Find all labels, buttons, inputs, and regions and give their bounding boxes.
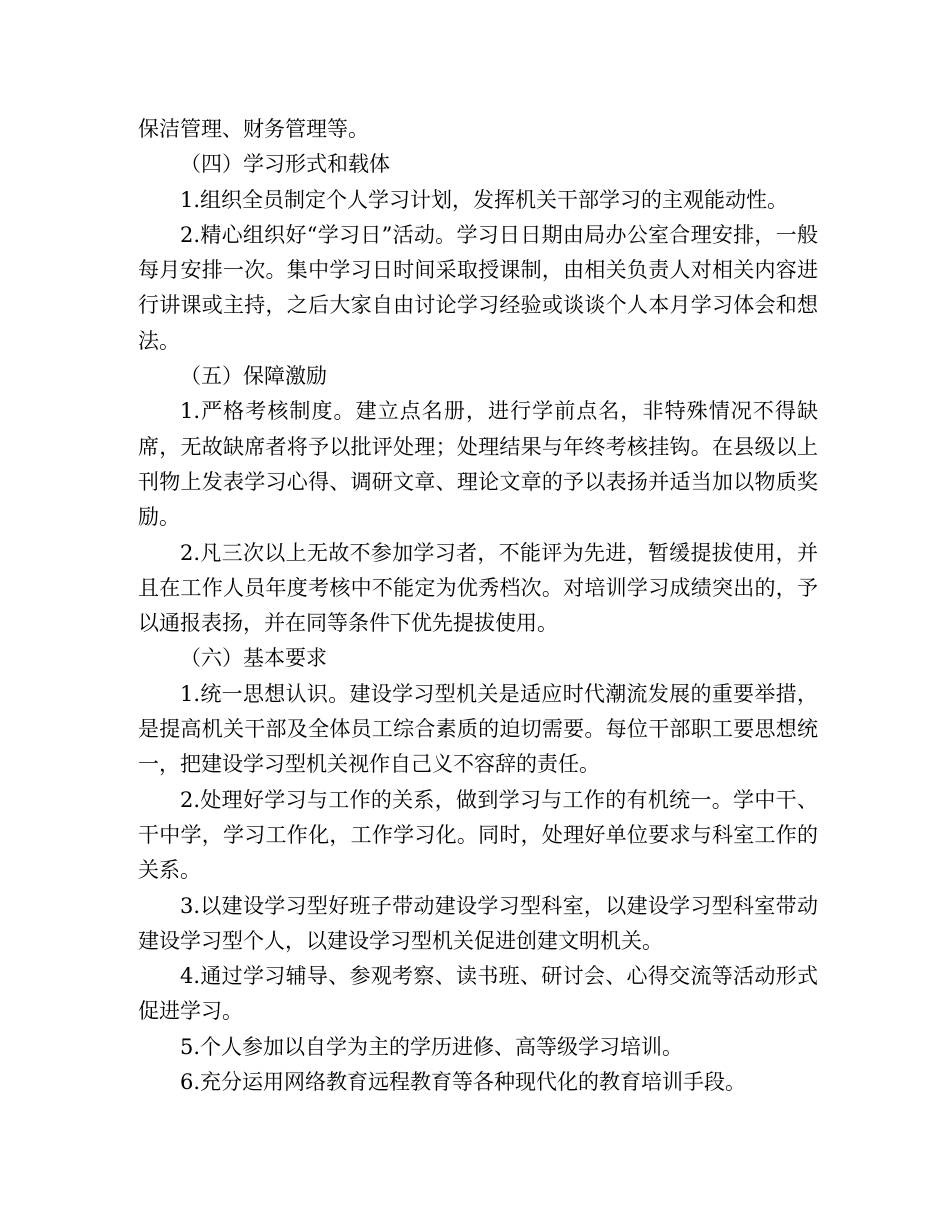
paragraph-6-6: 6.充分运用网络教育远程教育等各种现代化的教育培训手段。 [180, 1070, 747, 1095]
paragraph-6-3: 3.以建设学习型好班子带动建设学习型科室，以建设学习型科室带动建设学习型个人，以建设学习型机关促进创建文明机关。 [138, 893, 818, 953]
section-heading-5: （五）保障激励 [180, 364, 327, 389]
section-heading-4: （四）学习形式和载体 [180, 152, 390, 177]
section-heading-6: （六）基本要求 [180, 646, 327, 671]
paragraph-continuation: 保洁管理、财务管理等。 [138, 117, 369, 141]
paragraph-5-1: 1.严格考核制度。建立点名册，进行学前点名，非特殊情况不得缺席，无故缺席者将予以批评处理；处理结果与年终考核挂钩。在县级以上刊物上发表学习心得、调研文章、理论文章的予以表扬并适当加以物质奖励。 [138, 399, 818, 530]
paragraph-6-4: 4.通过学习辅导、参观考察、读书班、研讨会、心得交流等活动形式促进学习。 [138, 964, 818, 1024]
paragraph-6-5: 5.个人参加以自学为主的学历进修、高等级学习培训。 [180, 1034, 684, 1059]
paragraph-4-2: 2.精心组织好“学习日”活动。学习日日期由局办公室合理安排，一般每月安排一次。集中学习日时间采取授课制，由相关负责人对相关内容进行讲课或主持，之后大家自由讨论学习经验或谈谈个人本月学习体会和想法。 [138, 222, 818, 353]
paragraph-6-2: 2.处理好学习与工作的关系，做到学习与工作的有机统一。学中干、干中学，学习工作化，工作学习化。同时，处理好单位要求与科室工作的关系。 [138, 787, 818, 883]
paragraph-5-2: 2.凡三次以上无故不参加学习者，不能评为先进，暂缓提拔使用，并且在工作人员年度考核中不能定为优秀档次。对培训学习成绩突出的，予以通报表扬，并在同等条件下优先提拔使用。 [138, 540, 818, 636]
document-page [138, 112, 818, 1100]
paragraph-6-1: 1.统一思想认识。建设学习型机关是适应时代潮流发展的重要举措，是提高机关干部及全体员工综合素质的迫切需要。每位干部职工要思想统一，把建设学习型机关视作自己义不容辞的责任。 [138, 681, 818, 777]
paragraph-4-1: 1.组织全员制定个人学习计划，发挥机关干部学习的主观能动性。 [180, 187, 789, 212]
